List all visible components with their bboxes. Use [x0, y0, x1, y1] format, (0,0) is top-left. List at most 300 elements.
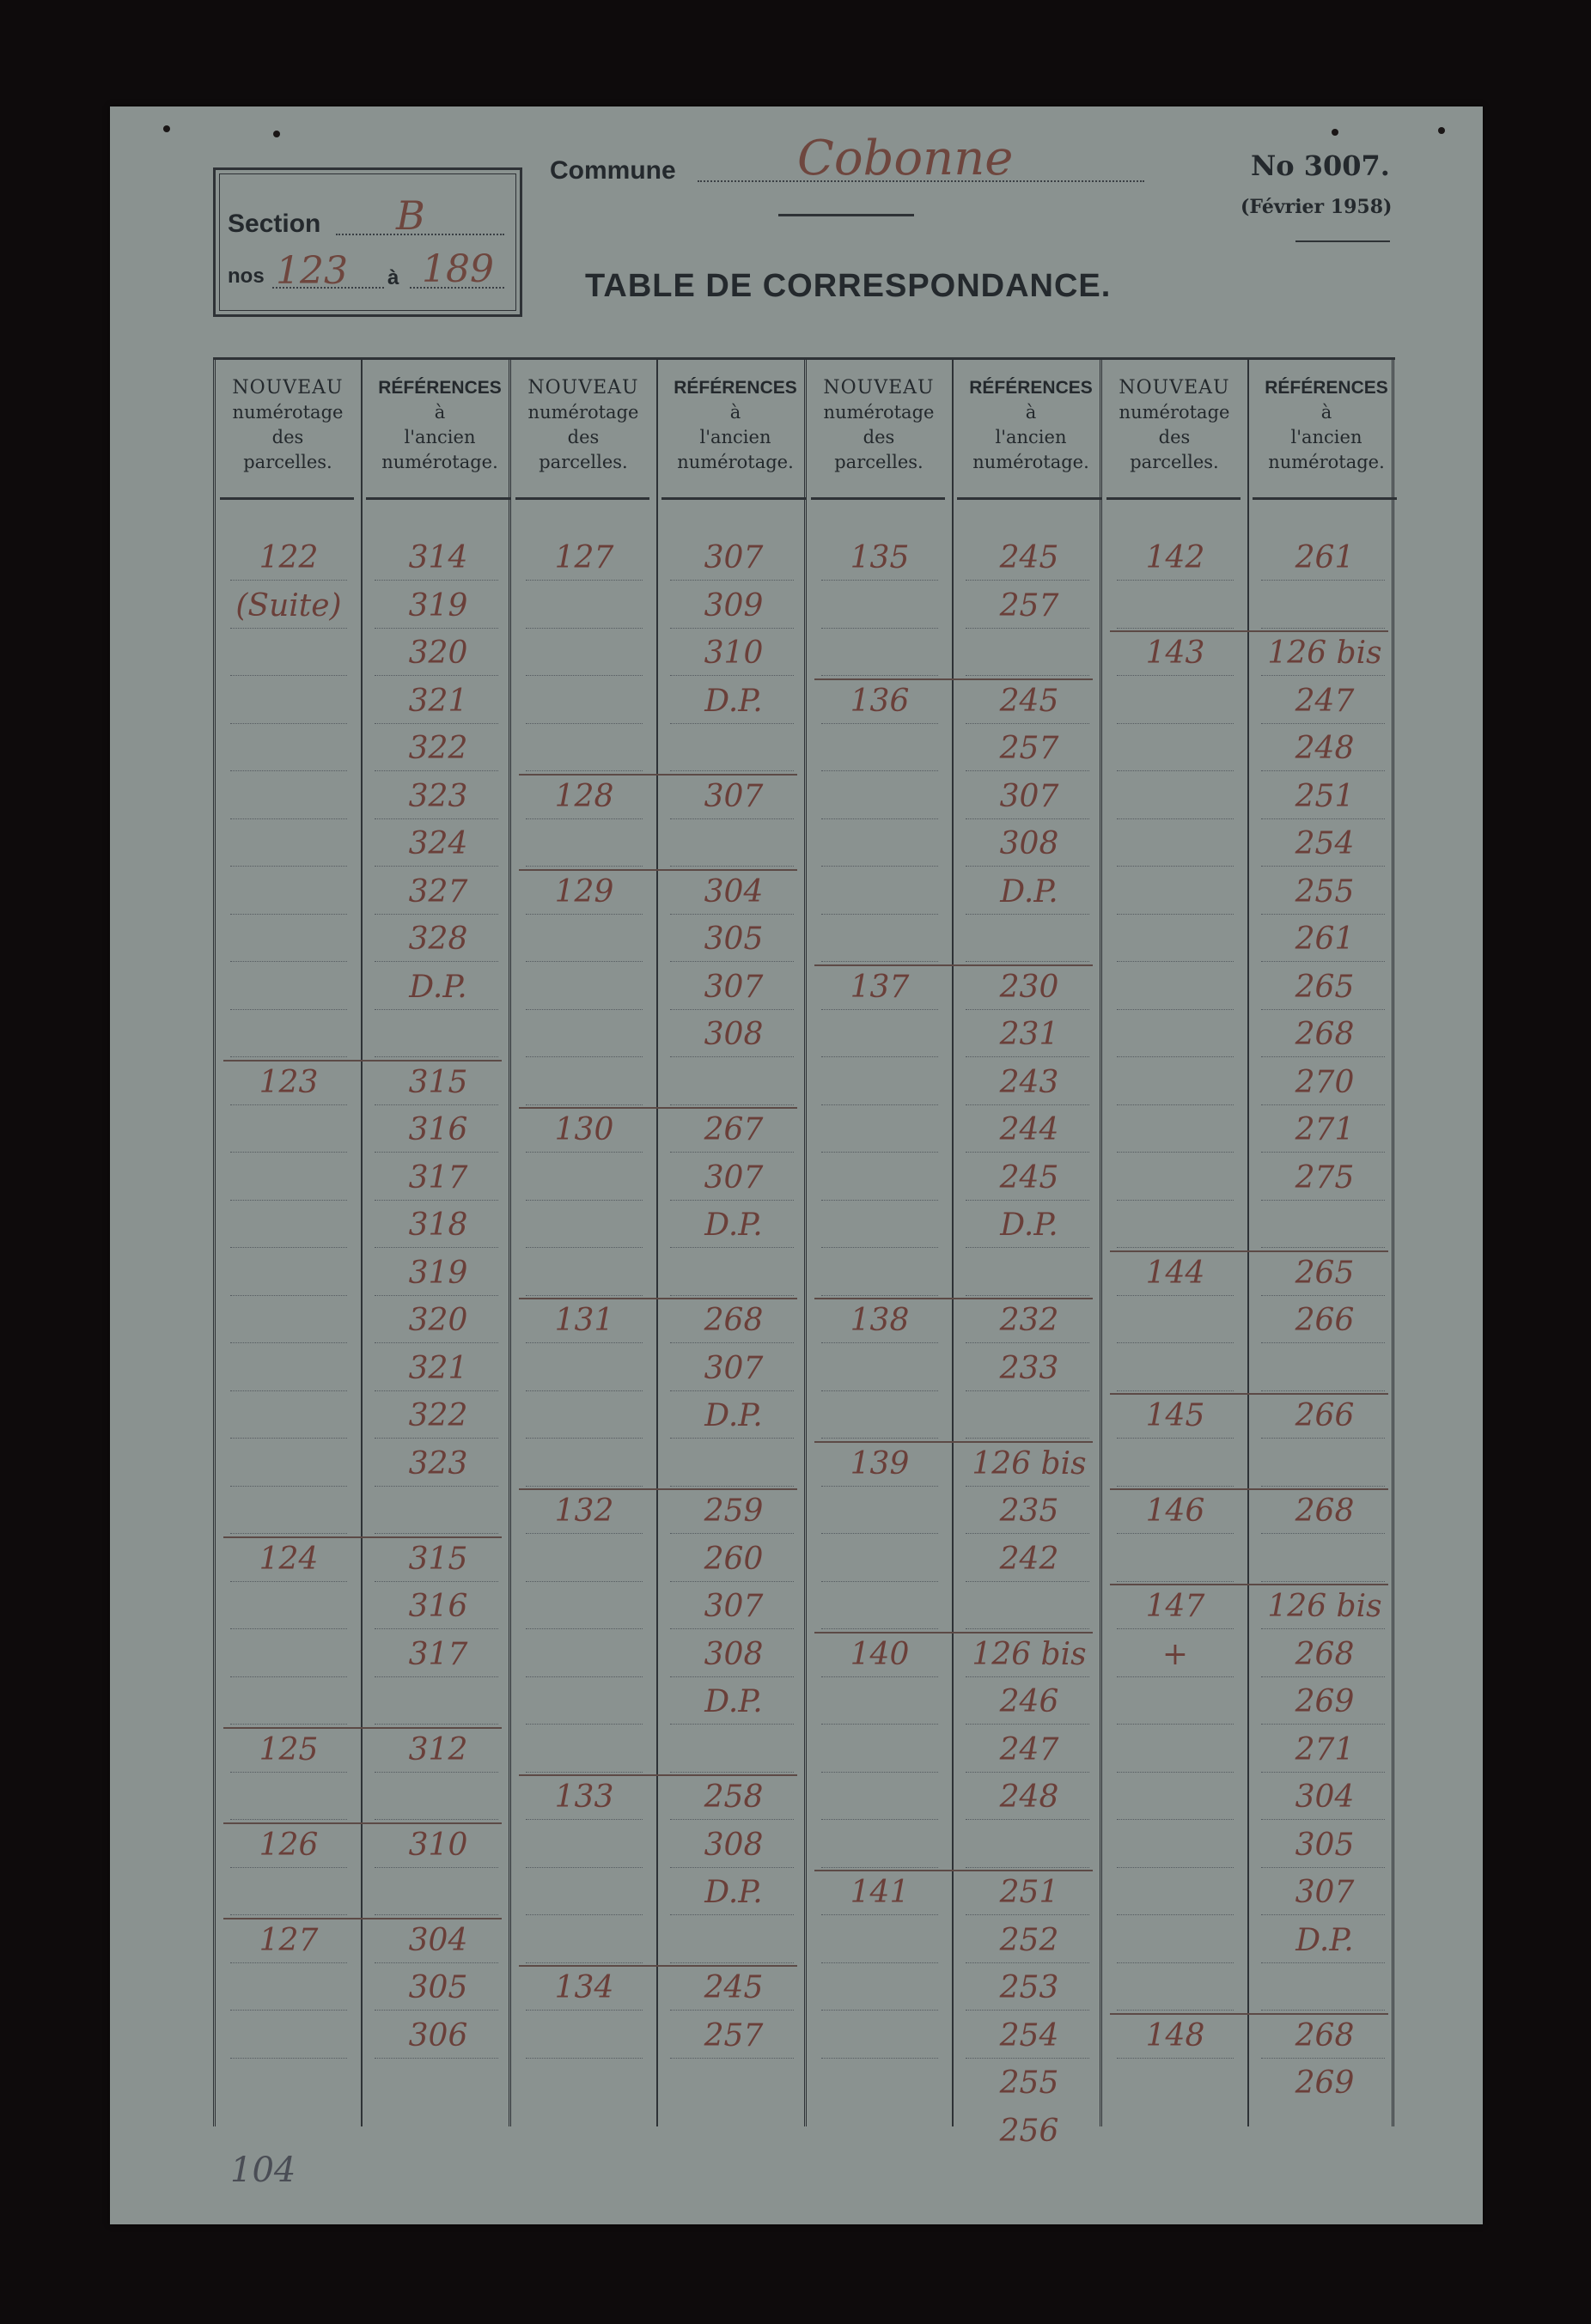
dotted-rule: [526, 580, 643, 581]
old-reference: 307: [704, 1350, 764, 1386]
dotted-rule: [375, 723, 498, 724]
dotted-rule: [670, 1581, 794, 1582]
dotted-rule: [966, 1342, 1089, 1343]
old-reference: 328: [408, 922, 468, 957]
old-reference: 307: [704, 778, 764, 814]
dotted-rule: [670, 1009, 794, 1010]
dotted-rule: [230, 580, 347, 581]
old-reference: 304: [704, 873, 764, 910]
old-reference: 230: [999, 969, 1059, 1005]
new-parcel-number: 129: [554, 873, 614, 910]
dotted-rule: [966, 1200, 1089, 1201]
group-separator: [519, 1107, 797, 1109]
header-line: parcelles.: [243, 452, 332, 472]
dotted-rule: [670, 1772, 794, 1773]
dotted-rule: [526, 1676, 643, 1677]
dotted-rule: [230, 961, 347, 962]
header-line: parcelles.: [834, 452, 924, 472]
column-header-nouveau: [512, 375, 655, 475]
old-reference: 126 bis: [1267, 1589, 1382, 1624]
old-reference: 306: [408, 2017, 468, 2053]
dotted-rule: [966, 1056, 1089, 1057]
dotted-rule: [670, 1486, 794, 1487]
dotted-rule: [230, 1152, 347, 1153]
old-reference: D.P.: [704, 1208, 763, 1243]
dotted-rule: [230, 675, 347, 676]
old-reference: 322: [408, 731, 468, 766]
column-divider: [361, 360, 363, 2126]
old-reference: 323: [408, 1445, 468, 1481]
group-separator: [223, 1822, 502, 1824]
old-reference: 317: [408, 1159, 468, 1195]
dotted-rule: [230, 914, 347, 915]
old-reference: 245: [999, 1159, 1059, 1195]
dotted-rule: [966, 1009, 1089, 1010]
old-reference: 305: [1295, 1827, 1355, 1863]
dotted-rule: [670, 580, 794, 581]
dotted-rule: [526, 1390, 643, 1391]
dotted-rule: [526, 961, 643, 962]
dotted-rule: [375, 1295, 498, 1296]
dotted-rule: [526, 1772, 643, 1773]
old-reference: D.P.: [704, 1398, 763, 1433]
old-reference: 271: [1295, 1112, 1355, 1147]
dotted-rule: [670, 1104, 794, 1105]
header-underline: [515, 497, 649, 500]
old-reference: 248: [999, 1780, 1059, 1815]
dotted-rule: [1117, 1724, 1234, 1725]
dotted-rule: [1261, 1390, 1385, 1391]
dotted-rule: [526, 1247, 643, 1248]
dotted-rule: [230, 1056, 347, 1057]
dotted-rule: [230, 2058, 347, 2059]
dotted-rule: [375, 1676, 498, 1677]
old-reference: 254: [1295, 826, 1355, 861]
dotted-rule: [821, 961, 938, 962]
dotted-rule: [1117, 1962, 1234, 1963]
dotted-rule: [821, 770, 938, 771]
dotted-rule: [1261, 1295, 1385, 1296]
old-reference: 266: [1295, 1398, 1355, 1433]
dotted-rule: [375, 1390, 498, 1391]
dotted-rule: [375, 1056, 498, 1057]
dotted-rule: [821, 1152, 938, 1153]
old-reference: 307: [704, 1159, 764, 1195]
column-divider: [952, 360, 954, 2126]
dotted-rule: [1117, 1676, 1234, 1677]
dotted-rule: [1117, 1772, 1234, 1773]
column-header-references: [658, 375, 813, 475]
date-underline: [1295, 240, 1390, 242]
column-divider: [1247, 360, 1249, 2126]
old-reference: 126 bis: [972, 1636, 1087, 1672]
dotted-rule: [670, 1247, 794, 1248]
header-underline: [366, 497, 510, 500]
dotted-rule: [670, 1295, 794, 1296]
dotted-rule: [526, 866, 643, 867]
dotted-rule: [1117, 1914, 1234, 1915]
header-title: NOUVEAU: [1119, 377, 1230, 398]
group-separator: [519, 1298, 797, 1299]
dotted-rule: [1261, 1914, 1385, 1915]
dotted-rule: [230, 1962, 347, 1963]
old-reference: 307: [704, 969, 764, 1005]
group-separator: [1110, 1584, 1388, 1585]
dotted-rule: [1261, 1056, 1385, 1057]
dotted-rule: [821, 1533, 938, 1534]
dotted-rule: [670, 1676, 794, 1677]
dotted-rule: [821, 1628, 938, 1629]
new-parcel-number: 148: [1145, 2017, 1205, 2053]
dotted-rule: [230, 1486, 347, 1487]
dotted-rule: [1117, 2010, 1234, 2011]
new-parcel-number: 145: [1145, 1398, 1205, 1433]
group-divider: [804, 360, 810, 2126]
dotted-rule: [375, 1200, 498, 1201]
header-line: l'ancien: [995, 427, 1067, 447]
column-header-references: [1249, 375, 1404, 475]
dotted-rule: [821, 1486, 938, 1487]
commune-value: Cobonne: [797, 131, 1014, 186]
old-reference: 126 bis: [1267, 636, 1382, 671]
old-reference: 268: [1295, 1494, 1355, 1529]
old-reference: 307: [999, 778, 1059, 814]
range-from: 123: [276, 249, 348, 293]
dotted-rule: [1261, 961, 1385, 962]
dotted-rule: [230, 723, 347, 724]
new-parcel-number: 127: [554, 540, 614, 575]
dotted-rule: [821, 1962, 938, 1963]
old-reference: 251: [1295, 778, 1355, 814]
dotted-rule: [821, 1295, 938, 1296]
dotted-rule: [1261, 770, 1385, 771]
header-line: parcelles.: [539, 452, 628, 472]
dotted-rule: [526, 770, 643, 771]
nos-label: nos: [228, 265, 265, 288]
old-reference: 257: [999, 587, 1059, 624]
dotted-rule: [966, 1486, 1089, 1487]
header-line: à: [1320, 402, 1332, 423]
dotted-rule: [1261, 675, 1385, 676]
dotted-rule: [670, 1438, 794, 1439]
old-reference: 269: [1295, 2065, 1355, 2101]
correspondence-table: [213, 357, 1395, 2149]
dotted-rule: [670, 2058, 794, 2059]
dotted-rule: [230, 1914, 347, 1915]
dotted-rule: [821, 1867, 938, 1868]
header-line: numérotage.: [381, 452, 498, 472]
dotted-rule: [821, 1676, 938, 1677]
old-reference: 305: [704, 922, 764, 957]
old-reference: 327: [408, 873, 468, 910]
dotted-rule: [230, 1438, 347, 1439]
dotted-rule: [821, 1009, 938, 1010]
old-reference: 259: [704, 1494, 764, 1529]
old-reference: 267: [704, 1112, 764, 1147]
dotted-rule: [1261, 1342, 1385, 1343]
header-line: numérotage: [527, 402, 639, 423]
dotted-rule: [1117, 1581, 1234, 1582]
dotted-rule: [1261, 1819, 1385, 1820]
old-reference: 268: [1295, 1017, 1355, 1052]
dotted-rule: [821, 1914, 938, 1915]
dotted-rule: [670, 675, 794, 676]
dotted-rule: [821, 2010, 938, 2011]
dotted-rule: [966, 1724, 1089, 1725]
header-line: parcelles.: [1130, 452, 1219, 472]
dotted-rule: [375, 1152, 498, 1153]
dotted-rule: [526, 1581, 643, 1582]
dotted-rule: [670, 1200, 794, 1201]
dotted-rule: [1117, 914, 1234, 915]
dotted-rule: [230, 1533, 347, 1534]
dotted-rule: [821, 1581, 938, 1582]
dotted-rule: [821, 1056, 938, 1057]
header-underline: [1253, 497, 1397, 500]
dotted-rule: [1117, 961, 1234, 962]
dotted-rule: [670, 866, 794, 867]
dotted-rule: [230, 1104, 347, 1105]
dotted-rule: [1117, 675, 1234, 676]
dotted-rule: [966, 675, 1089, 676]
dotted-rule: [375, 675, 498, 676]
dotted-rule: [375, 1486, 498, 1487]
dotted-rule: [230, 818, 347, 819]
header-title: RÉFÉRENCES: [378, 378, 502, 398]
dotted-rule: [1117, 580, 1234, 581]
old-reference: 323: [408, 778, 468, 814]
dotted-rule: [230, 1772, 347, 1773]
header-line: des: [271, 427, 304, 447]
old-reference: 315: [408, 1541, 468, 1577]
old-reference: 258: [704, 1780, 764, 1815]
old-reference: 235: [999, 1494, 1059, 1529]
range-separator: à: [387, 266, 399, 289]
dotted-rule: [966, 770, 1089, 771]
dotted-rule: [526, 2058, 643, 2059]
dotted-rule: [1261, 1724, 1385, 1725]
dotted-rule: [670, 1533, 794, 1534]
header-title: RÉFÉRENCES: [674, 378, 797, 398]
old-reference: 318: [408, 1208, 468, 1243]
header-line: l'ancien: [1290, 427, 1362, 447]
dotted-rule: [375, 1819, 498, 1820]
old-reference: 308: [704, 1636, 764, 1672]
new-parcel-number: 135: [850, 540, 910, 575]
dotted-rule: [670, 1724, 794, 1725]
dotted-rule: [1117, 1247, 1234, 1248]
old-reference: 271: [1295, 1731, 1355, 1767]
old-reference: 260: [704, 1541, 764, 1577]
dotted-rule: [966, 723, 1089, 724]
dotted-rule: [670, 818, 794, 819]
dotted-rule: [1117, 2058, 1234, 2059]
dotted-rule: [526, 1486, 643, 1487]
dotted-rule: [375, 1962, 498, 1963]
dotted-rule: [966, 1247, 1089, 1248]
header-line: à: [434, 402, 446, 423]
dotted-rule: [1117, 1486, 1234, 1487]
dotted-rule: [526, 1295, 643, 1296]
dotted-rule: [230, 1628, 347, 1629]
dotted-rule: [375, 1342, 498, 1343]
old-reference: 308: [704, 1017, 764, 1052]
dotted-rule: [526, 675, 643, 676]
dotted-rule: [1261, 1104, 1385, 1105]
dotted-rule: [966, 2010, 1089, 2011]
dotted-rule: [230, 1009, 347, 1010]
old-reference: D.P.: [1000, 1208, 1058, 1243]
dotted-rule: [1261, 1009, 1385, 1010]
header-line: numérotage: [823, 402, 935, 423]
old-reference: 304: [1295, 1780, 1355, 1815]
old-reference: 245: [999, 683, 1059, 719]
old-reference: 246: [999, 1684, 1059, 1719]
dotted-rule: [966, 1819, 1089, 1820]
group-separator: [223, 1727, 502, 1729]
old-reference: 307: [704, 1589, 764, 1624]
old-reference: 309: [704, 587, 764, 624]
new-parcel-number: +: [1161, 1636, 1189, 1672]
dotted-rule: [1117, 1200, 1234, 1201]
header-line: à: [1025, 402, 1037, 423]
dotted-rule: [966, 1914, 1089, 1915]
old-reference: 308: [999, 826, 1059, 861]
group-separator: [519, 869, 797, 871]
old-reference: 255: [999, 2065, 1059, 2101]
new-parcel-number: 133: [554, 1780, 614, 1815]
dotted-rule: [1117, 1152, 1234, 1153]
dotted-rule: [966, 2058, 1089, 2059]
old-reference: 126 bis: [972, 1445, 1087, 1481]
dotted-rule: [230, 1247, 347, 1248]
group-separator: [1110, 630, 1388, 632]
dotted-rule: [821, 1724, 938, 1725]
commune-label: Commune: [550, 156, 676, 185]
document-number: No 3007.: [1251, 149, 1390, 182]
dotted-rule: [1117, 1295, 1234, 1296]
dotted-rule: [670, 1390, 794, 1391]
dotted-rule: [670, 723, 794, 724]
dotted-rule: [670, 1342, 794, 1343]
old-reference: 253: [999, 1970, 1059, 2005]
dotted-rule: [230, 1819, 347, 1820]
group-separator: [814, 1632, 1093, 1633]
old-reference: 310: [408, 1827, 468, 1863]
header-line: numérotage: [232, 402, 344, 423]
dotted-rule: [375, 914, 498, 915]
dotted-rule: [230, 1581, 347, 1582]
dotted-rule: [375, 628, 498, 629]
group-separator: [223, 1918, 502, 1919]
dotted-rule: [230, 1676, 347, 1677]
dotted-rule: [526, 1867, 643, 1868]
column-header-nouveau: [216, 375, 359, 475]
punch-hole: [163, 125, 170, 132]
header-title: NOUVEAU: [527, 377, 639, 398]
group-separator: [814, 1870, 1093, 1871]
dotted-rule: [230, 2010, 347, 2011]
dotted-rule: [966, 1867, 1089, 1868]
column-header-references: [363, 375, 517, 475]
column-header-nouveau: [808, 375, 950, 475]
group-separator: [1110, 1250, 1388, 1252]
dotted-rule: [670, 1819, 794, 1820]
old-reference: 244: [999, 1112, 1059, 1147]
old-reference: 320: [408, 1303, 468, 1338]
old-reference: D.P.: [1295, 1922, 1354, 1958]
dotted-rule: [1261, 1676, 1385, 1677]
old-reference: 307: [704, 540, 764, 575]
dotted-rule: [1261, 1200, 1385, 1201]
dotted-rule: [966, 1295, 1089, 1296]
dotted-rule: [1261, 1247, 1385, 1248]
dotted-rule: [375, 1009, 498, 1010]
dotted-rule: [375, 1438, 498, 1439]
old-reference: 315: [408, 1064, 468, 1100]
bottom-note: 104: [230, 2151, 296, 2190]
old-reference: 252: [999, 1922, 1059, 1958]
header-line: des: [1158, 427, 1191, 447]
dotted-rule: [526, 1628, 643, 1629]
old-reference: 310: [704, 636, 764, 671]
document-sheet: [110, 106, 1483, 2224]
group-separator: [519, 774, 797, 776]
dotted-rule: [966, 1104, 1089, 1105]
dotted-rule: [375, 770, 498, 771]
dotted-rule: [375, 1724, 498, 1725]
group-separator: [814, 964, 1093, 966]
dotted-rule: [526, 1152, 643, 1153]
old-reference: 307: [1295, 1875, 1355, 1910]
dotted-rule: [1261, 580, 1385, 581]
old-reference: 321: [408, 683, 468, 719]
dotted-rule: [1261, 1962, 1385, 1963]
new-parcel-number: 141: [850, 1875, 910, 1910]
dotted-rule: [230, 1295, 347, 1296]
dotted-rule: [526, 1438, 643, 1439]
old-reference: 232: [999, 1303, 1059, 1338]
punch-hole: [273, 131, 280, 137]
new-parcel-number: 137: [850, 969, 910, 1005]
dotted-rule: [526, 1342, 643, 1343]
old-reference: D.P.: [704, 683, 763, 719]
dotted-rule: [821, 1200, 938, 1201]
old-reference: 268: [1295, 2017, 1355, 2053]
dotted-rule: [526, 1009, 643, 1010]
dotted-rule: [230, 1342, 347, 1343]
dotted-rule: [230, 628, 347, 629]
dotted-rule: [1117, 723, 1234, 724]
old-reference: D.P.: [1000, 873, 1058, 910]
new-parcel-number: 147: [1145, 1589, 1205, 1624]
section-box: [213, 167, 522, 317]
group-separator: [519, 1488, 797, 1490]
group-separator: [223, 1536, 502, 1538]
header-line: des: [567, 427, 600, 447]
dotted-rule: [526, 628, 643, 629]
dotted-rule: [375, 1772, 498, 1773]
column-header-nouveau: [1103, 375, 1246, 475]
new-parcel-number: 134: [554, 1970, 614, 2005]
old-reference: 261: [1295, 540, 1355, 575]
dotted-rule: [670, 1628, 794, 1629]
dotted-rule: [821, 1247, 938, 1248]
section-label: Section: [228, 210, 321, 238]
dotted-rule: [966, 961, 1089, 962]
old-reference: 256: [999, 2113, 1059, 2149]
new-parcel-number: 124: [259, 1541, 319, 1577]
